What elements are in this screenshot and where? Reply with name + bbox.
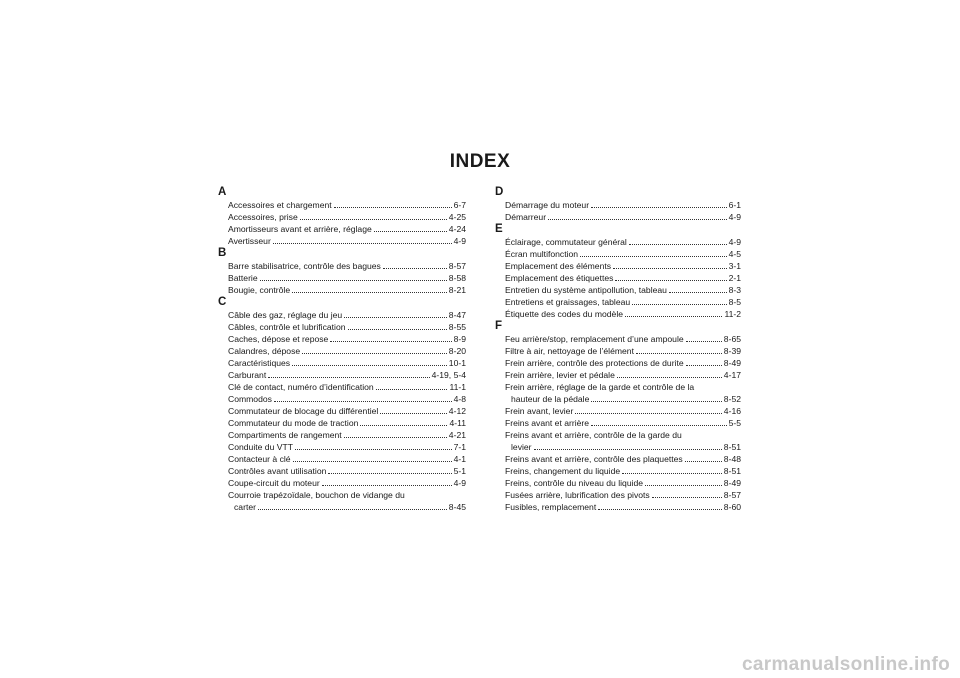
index-entry-text: Conduite du VTT	[228, 442, 293, 452]
dot-leader	[686, 365, 722, 366]
index-entry	[495, 272, 741, 284]
index-entry-row	[505, 211, 741, 223]
index-column-left	[218, 186, 466, 513]
index-entry-text-line1: Courroie trapézoïdale, bouchon de vidange du	[228, 490, 405, 500]
dot-leader	[632, 304, 726, 305]
index-entry-page: 4-16	[723, 406, 741, 416]
index-entry-row	[228, 345, 466, 357]
index-entry	[218, 477, 466, 489]
index-entry-row	[505, 199, 741, 211]
section-letter: F	[495, 320, 503, 332]
index-entry-text: Entretien du système antipollution, tableau	[505, 285, 667, 295]
index-entry-text: Écran multifonction	[505, 249, 579, 259]
index-entry-row	[228, 381, 466, 393]
index-entry-row	[228, 405, 466, 417]
index-entry	[218, 441, 466, 453]
section-letter: B	[218, 247, 227, 259]
index-entry-text-line1: Freins avant et arrière, contrôle de la garde du	[505, 430, 682, 440]
index-entry-page: 5-5	[728, 418, 741, 428]
index-entry-row	[505, 405, 741, 417]
index-entry-page: 8-20	[448, 346, 466, 356]
index-entry	[495, 369, 741, 381]
dot-leader	[300, 219, 447, 220]
dot-leader	[330, 341, 451, 342]
index-entry	[495, 260, 741, 272]
index-entry-page: 4-17	[723, 370, 741, 380]
index-entry	[218, 333, 466, 345]
dot-leader	[380, 413, 446, 414]
index-entry-page: 3-1	[728, 261, 741, 271]
index-entry-text: Freins, changement du liquide	[505, 466, 621, 476]
index-entry-text: Démarreur	[505, 212, 547, 222]
index-entry-page: 8-3	[728, 285, 741, 295]
index-entry-text: Freins, contrôle du niveau du liquide	[505, 478, 644, 488]
index-entry-text: carter	[234, 502, 256, 512]
index-entry-row	[228, 501, 466, 513]
dot-leader	[360, 425, 447, 426]
index-entry	[495, 501, 741, 513]
index-entry	[218, 199, 466, 211]
index-entry-row	[228, 441, 466, 453]
index-entry-page: 8-9	[453, 334, 466, 344]
index-entry-page: 8-51	[723, 442, 741, 452]
index-entry-page: 5-1	[453, 466, 466, 476]
dot-leader	[376, 389, 448, 390]
index-entry-text: Compartiments de rangement	[228, 430, 342, 440]
index-entry-page: 8-52	[723, 394, 741, 404]
index-entry-text: Entretiens et graissages, tableau	[505, 297, 631, 307]
index-entry-page: 8-39	[723, 346, 741, 356]
index-entry-row	[228, 333, 466, 345]
dot-leader	[669, 292, 727, 293]
index-entry	[218, 429, 466, 441]
index-entry-row	[505, 489, 741, 501]
index-entry-row	[228, 199, 466, 211]
index-entry-text: Commutateur du mode de traction	[228, 418, 359, 428]
index-entry	[218, 489, 466, 513]
index-entry	[495, 284, 741, 296]
index-entry-row	[505, 357, 741, 369]
index-entry-text: Emplacement des étiquettes	[505, 273, 614, 283]
index-entry-row	[505, 272, 741, 284]
index-entry-text: Commodos	[228, 394, 272, 404]
dot-leader	[686, 341, 722, 342]
index-entry-row	[228, 235, 466, 247]
index-entry	[218, 453, 466, 465]
index-entry-page: 4-25	[448, 212, 466, 222]
dot-leader	[548, 219, 727, 220]
index-entry-row	[505, 417, 741, 429]
dot-leader	[591, 401, 721, 402]
watermark: carmanualsonline.info	[742, 654, 950, 675]
index-entry-text: Commutateur de blocage du différentiel	[228, 406, 379, 416]
index-entry-page: 8-21	[448, 285, 466, 295]
index-entry-page: 8-45	[448, 502, 466, 512]
index-entry-row	[228, 453, 466, 465]
index-entry	[218, 260, 466, 272]
dot-leader	[617, 377, 722, 378]
index-entry-page: 4-12	[448, 406, 466, 416]
dot-leader	[344, 437, 447, 438]
index-entry-row	[505, 284, 741, 296]
index-entry	[495, 489, 741, 501]
index-entry-text: Contrôles avant utilisation	[228, 466, 327, 476]
index-entry	[218, 369, 466, 381]
index-entry-page: 8-5	[728, 297, 741, 307]
dot-leader	[322, 485, 452, 486]
index-entry	[218, 284, 466, 296]
index-entry-text: Frein arrière, contrôle des protections de durite	[505, 358, 684, 368]
index-entry-page: 4-19, 5-4	[431, 370, 466, 380]
dot-leader	[344, 317, 447, 318]
index-entry-row	[505, 248, 741, 260]
index-entry-page: 8-48	[723, 454, 741, 464]
dot-leader	[273, 243, 452, 244]
index-entry-page: 8-65	[723, 334, 741, 344]
index-entry-page: 4-1	[453, 454, 466, 464]
index-entry-row	[228, 223, 466, 235]
index-entry-row	[228, 272, 466, 284]
dot-leader	[645, 485, 722, 486]
index-entry	[495, 381, 741, 405]
index-entry	[218, 465, 466, 477]
page-title: INDEX	[449, 151, 511, 172]
index-entry-text: Accessoires, prise	[228, 212, 298, 222]
index-entry-row	[505, 441, 741, 453]
index-entry-text: Fusées arrière, lubrification des pivots	[505, 490, 650, 500]
index-entry-row	[505, 453, 741, 465]
dot-leader	[575, 413, 721, 414]
index-entry-text: Contacteur à clé	[228, 454, 291, 464]
index-entry-row	[505, 333, 741, 345]
index-entry	[218, 417, 466, 429]
index-entry-text: Démarrage du moteur	[505, 200, 590, 210]
dot-leader	[292, 365, 447, 366]
dot-leader	[580, 256, 726, 257]
index-entry	[218, 309, 466, 321]
index-entry	[218, 211, 466, 223]
index-entry-page: 8-58	[448, 273, 466, 283]
dot-leader	[268, 377, 429, 378]
index-entry-row	[505, 345, 741, 357]
index-entry-text: Étiquette des codes du modèle	[505, 309, 624, 319]
index-entry-row	[505, 236, 741, 248]
index-entry	[218, 272, 466, 284]
index-entry-row	[505, 369, 741, 381]
index-entry-text-line1: Frein arrière, réglage de la garde et contrôle de la	[505, 382, 695, 392]
index-entry-row	[228, 284, 466, 296]
index-entry-row	[505, 308, 741, 320]
index-entry-text: Calandres, dépose	[228, 346, 301, 356]
index-entry	[495, 417, 741, 429]
dot-leader	[293, 461, 452, 462]
dot-leader	[302, 353, 447, 354]
index-entry-row	[505, 393, 741, 405]
index-entry	[495, 211, 741, 223]
index-entry	[495, 296, 741, 308]
index-entry-text: Câble des gaz, réglage du jeu	[228, 310, 343, 320]
index-entry-text: Freins avant et arrière, contrôle des plaquettes	[505, 454, 683, 464]
index-entry-page: 4-9	[453, 478, 466, 488]
index-entry-page: 4-5	[728, 249, 741, 259]
index-entry-text: Coupe-circuit du moteur	[228, 478, 320, 488]
index-entry-page: 8-55	[448, 322, 466, 332]
index-entry	[495, 357, 741, 369]
dot-leader	[260, 280, 447, 281]
index-entry-row	[228, 357, 466, 369]
index-entry-text: Caractéristiques	[228, 358, 291, 368]
index-entry-page: 8-60	[723, 502, 741, 512]
index-entry-page: 8-57	[723, 490, 741, 500]
dot-leader	[292, 292, 447, 293]
dot-leader	[328, 473, 451, 474]
index-entry-row	[505, 260, 741, 272]
index-entry-text: Fusibles, remplacement	[505, 502, 597, 512]
index-entry-page: 8-47	[448, 310, 466, 320]
index-entry-page: 4-9	[728, 237, 741, 247]
index-entry-text: Amortisseurs avant et arrière, réglage	[228, 224, 372, 234]
index-entry-text: Caches, dépose et repose	[228, 334, 329, 344]
index-entry	[218, 357, 466, 369]
index-entry	[495, 236, 741, 248]
index-entry	[218, 321, 466, 333]
index-entry-page: 8-49	[723, 358, 741, 368]
index-entry-row	[228, 321, 466, 333]
index-entry-text: Freins avant et arrière	[505, 418, 590, 428]
index-entry-text: Frein arrière, levier et pédale	[505, 370, 615, 380]
index-entry	[495, 333, 741, 345]
index-entry	[495, 248, 741, 260]
dot-leader	[383, 268, 447, 269]
index-entry-row	[228, 260, 466, 272]
dot-leader	[625, 316, 722, 317]
index-entry-text: Carburant	[228, 370, 267, 380]
index-entry-text: levier	[511, 442, 532, 452]
dot-leader	[629, 244, 727, 245]
index-entry	[218, 405, 466, 417]
index-entry-text: Barre stabilisatrice, contrôle des bagues	[228, 261, 381, 271]
index-entry-page: 4-24	[448, 224, 466, 234]
index-entry	[218, 223, 466, 235]
index-entry-page: 8-51	[723, 466, 741, 476]
index-entry-text: Avertisseur	[228, 236, 271, 246]
index-entry-page: 4-21	[448, 430, 466, 440]
index-entry-row	[228, 211, 466, 223]
index-entry-page: 8-49	[723, 478, 741, 488]
index-entry-row	[505, 296, 741, 308]
index-entry-page: 11-1	[449, 382, 466, 392]
index-entry-row	[228, 309, 466, 321]
dot-leader	[615, 280, 726, 281]
index-entry-text: Accessoires et chargement	[228, 200, 332, 210]
dot-leader	[274, 401, 452, 402]
dot-leader	[613, 268, 727, 269]
dot-leader	[258, 509, 447, 510]
dot-leader	[591, 425, 727, 426]
dot-leader	[652, 497, 722, 498]
dot-leader	[591, 207, 727, 208]
index-entry-page: 4-8	[453, 394, 466, 404]
index-entry	[495, 345, 741, 357]
index-entry	[495, 199, 741, 211]
index-entry-text: Batterie	[228, 273, 258, 283]
index-entry-row	[228, 417, 466, 429]
index-entry-text: Emplacement des éléments	[505, 261, 612, 271]
index-entry-page: 4-9	[453, 236, 466, 246]
index-entry-page: 10-1	[448, 358, 466, 368]
index-entry-text: Clé de contact, numéro d’identification	[228, 382, 374, 392]
section-letter: D	[495, 186, 504, 198]
dot-leader	[334, 207, 452, 208]
dot-leader	[622, 473, 722, 474]
index-entry-row	[228, 369, 466, 381]
dot-leader	[534, 449, 722, 450]
index-column-right	[495, 186, 741, 513]
index-entry-row	[228, 393, 466, 405]
index-entry-row	[505, 501, 741, 513]
index-entry	[495, 453, 741, 465]
index-entry	[218, 235, 466, 247]
dot-leader	[598, 509, 722, 510]
index-entry-text: Feu arrière/stop, remplacement d’une ampoule	[505, 334, 684, 344]
index-entry-text: Câbles, contrôle et lubrification	[228, 322, 346, 332]
section-letter: A	[218, 186, 227, 198]
index-entry-row	[228, 429, 466, 441]
index-entry-page: 4-9	[728, 212, 741, 222]
index-entry-page: 2-1	[728, 273, 741, 283]
index-entry-row	[228, 477, 466, 489]
index-entry-text: Éclairage, commutateur général	[505, 237, 627, 247]
index-entry	[495, 405, 741, 417]
dot-leader	[348, 329, 447, 330]
index-entry	[218, 381, 466, 393]
index-entry-row	[228, 465, 466, 477]
index-entry	[495, 477, 741, 489]
dot-leader	[636, 353, 722, 354]
index-entry-text: Frein avant, levier	[505, 406, 574, 416]
index-entry-page: 6-1	[728, 200, 741, 210]
index-entry-page: 4-11	[449, 418, 466, 428]
dot-leader	[685, 461, 722, 462]
index-entry-page: 11-2	[724, 309, 741, 319]
index-entry	[495, 465, 741, 477]
index-entry	[218, 393, 466, 405]
section-letter: E	[495, 223, 503, 235]
dot-leader	[295, 449, 452, 450]
index-entry	[495, 429, 741, 453]
index-entry	[218, 345, 466, 357]
section-letter: C	[218, 296, 227, 308]
index-entry-text: Bougie, contrôle	[228, 285, 291, 295]
index-entry	[495, 308, 741, 320]
dot-leader	[374, 231, 447, 232]
index-entry-page: 6-7	[453, 200, 466, 210]
index-entry-page: 8-57	[448, 261, 466, 271]
index-entry-row	[505, 477, 741, 489]
index-entry-text: Filtre à air, nettoyage de l’élément	[505, 346, 634, 356]
index-entry-page: 7-1	[453, 442, 466, 452]
index-entry-text: hauteur de la pédale	[511, 394, 590, 404]
index-entry-row	[505, 465, 741, 477]
